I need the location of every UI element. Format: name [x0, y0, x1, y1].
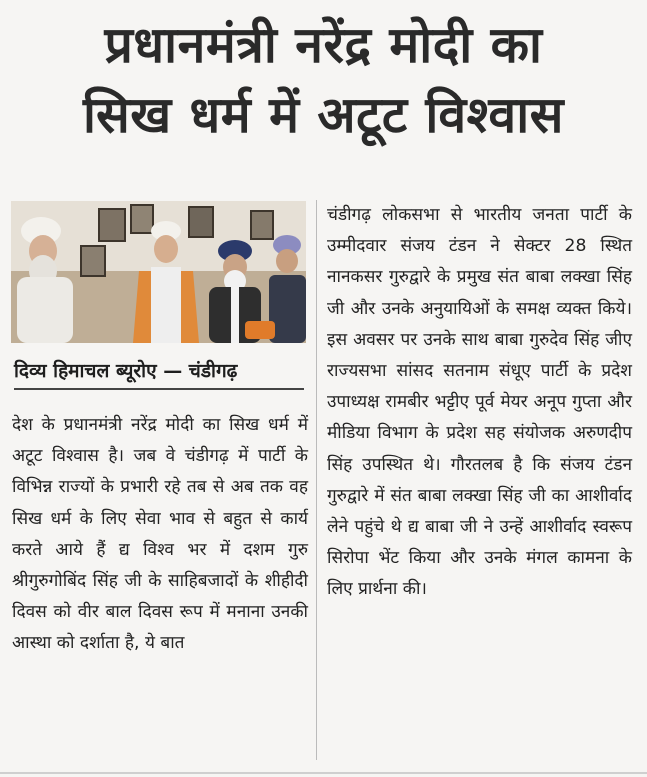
- article-column-left: [12, 410, 308, 660]
- article-paragraph-right: चंडीगढ़ लोकसभा से भारतीय जनता पार्टी के उम्मीदवार संजय टंडन ने सेक्टर 28 स्थित नानकसर गुरुद्वारे के प्रमुख संत बाबा लक्खा सिंह जी और उनके अनुयायिओं के समक्ष व्यक्त किये। इस अवसर पर उनके साथ बाबा गुरुदेव सिंह जीए राज्यसभा सांसद सतनाम संधूए पार्टी के प्रदेश उपाध्यक्ष रामबीर भट्टीए पूर्व मेयर अनूप गुप्ता और मीडिया विभाग के प्रदेश सह संयोजक अरुणदीप सिंह उपस्थित थे। गौरतलब है कि संजय टंडन गुरुद्वारे में संत बाबा लक्खा सिंह जी का आशीर्वाद लेने पहुंचे थे द्य बाबा जी ने उन्हें आशीर्वाद स्वरूप सिरोपा भेंट किया और उनके मंगल कामना के लिए प्रार्थना की।: [327, 205, 632, 600]
- headline-line-2: सिख धर्म में अटूट विश्वास: [83, 86, 564, 144]
- headline: [0, 10, 647, 150]
- news-photo-illustration: [11, 201, 306, 343]
- column-divider: [316, 200, 317, 760]
- headline-line-1: प्रधानमंत्री नरेंद्र मोदी का: [104, 16, 543, 74]
- article-column-right: [327, 200, 632, 606]
- bottom-divider: [0, 772, 647, 774]
- byline: दिव्य हिमाचल ब्यूरोए — चंडीगढ़: [14, 360, 238, 382]
- byline-divider: [14, 388, 304, 390]
- article-paragraph-left: देश के प्रधानमंत्री नरेंद्र मोदी का सिख धर्म में अटूट विश्वास है। जब वे चंडीगढ़ में पार्टी के विभिन्न राज्यों के प्रभारी रहे तब से अब तक वह सिख धर्म के लिए सेवा भाव से बहुत से कार्य करते आये हैं द्य विश्व भर में दशम गुरु श्रीगुरुगोबिंद सिंह जी के साहिबजादों के शीहीदी दिवस को वीर बाल दिवस रूप में मनाना उनकी आस्था को दर्शाता है, ये बात: [12, 415, 308, 654]
- news-photo: [11, 201, 306, 343]
